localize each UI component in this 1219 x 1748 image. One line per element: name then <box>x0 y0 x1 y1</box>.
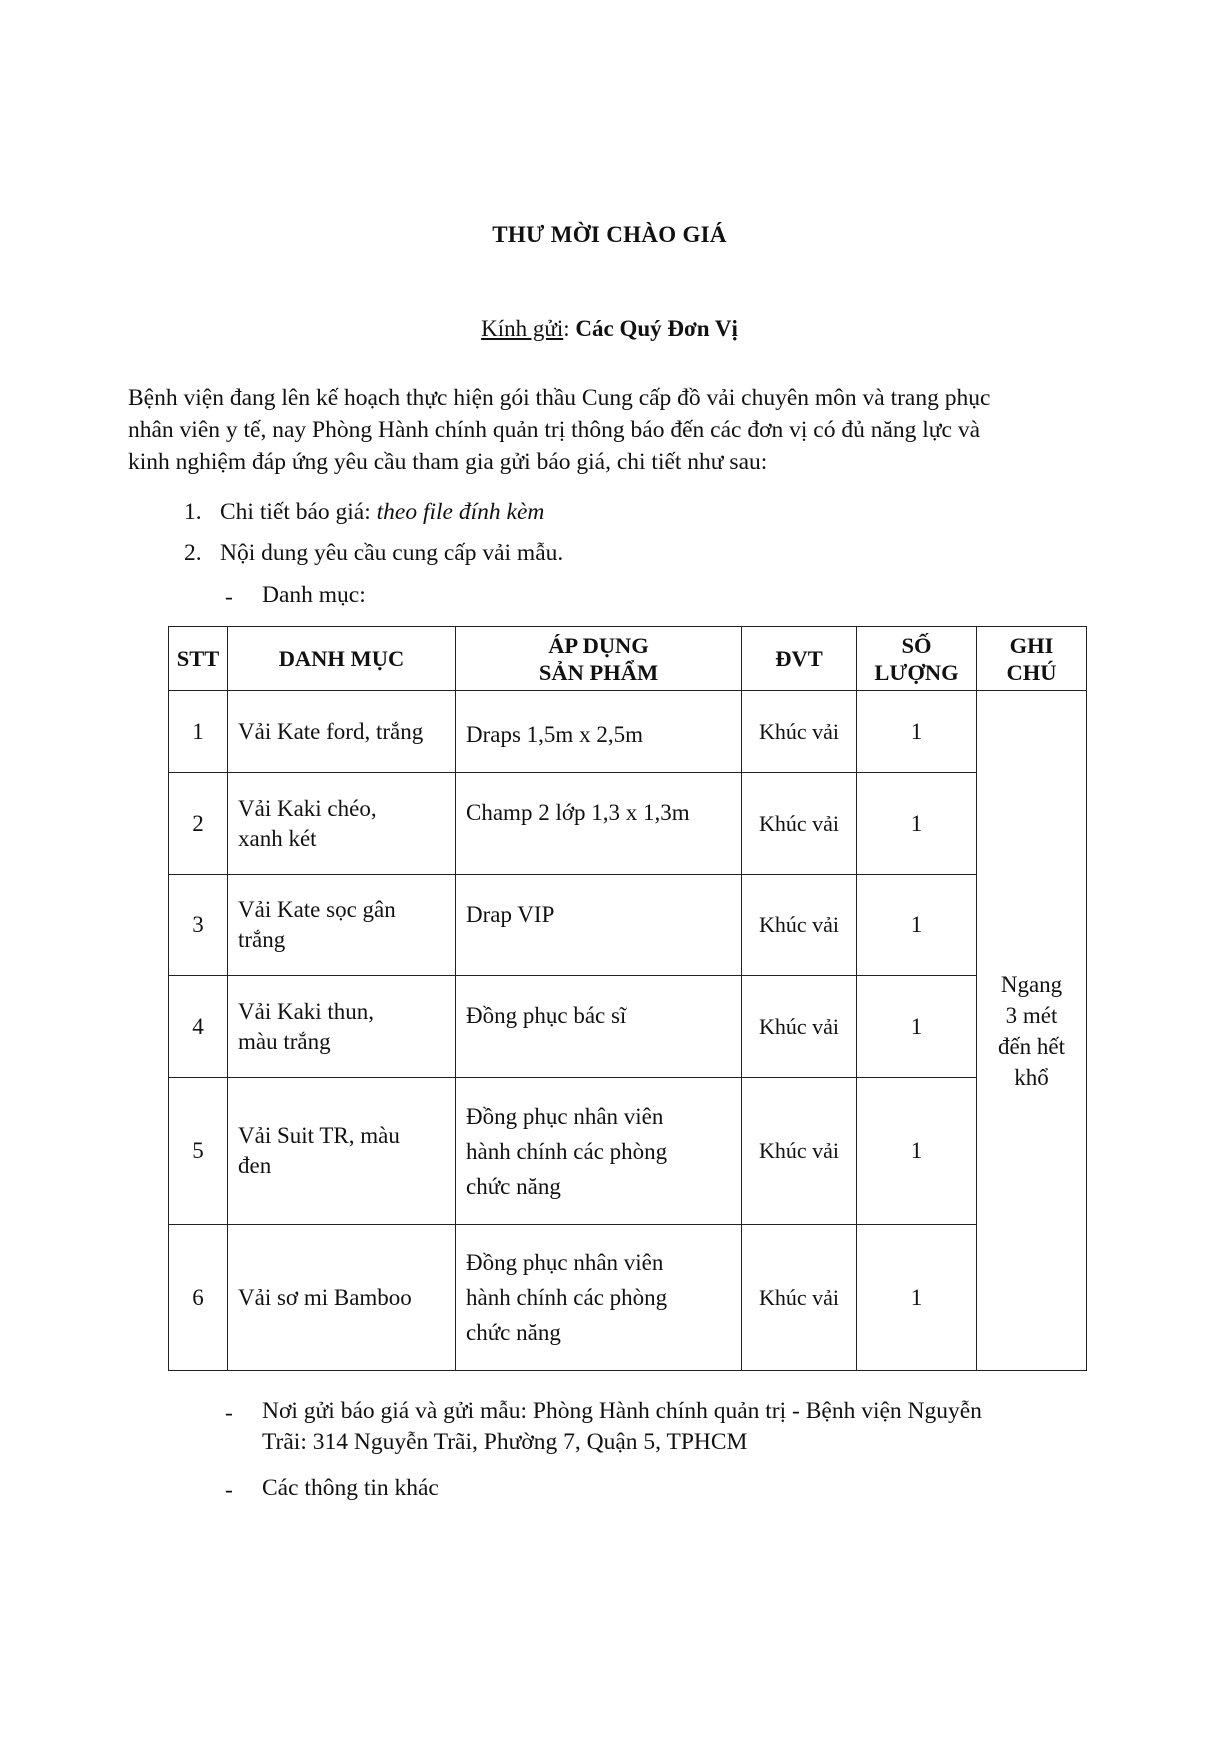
table-row <box>169 1078 1087 1225</box>
list-item-number: 2. <box>184 540 202 566</box>
row-stt: 1 <box>169 691 228 773</box>
list-item-label: Chi tiết báo giá: <box>220 499 377 525</box>
table-row <box>169 773 1087 875</box>
list-item-2 <box>184 540 563 567</box>
send-info-line: Nơi gửi báo giá và gửi mẫu: Phòng Hành chính quản trị - Bệnh viện Nguyễn <box>262 1398 982 1424</box>
row-stt: 3 <box>169 875 228 976</box>
header-stt: STT <box>169 627 228 691</box>
row-category: Vải sơ mi Bamboo <box>228 1225 456 1371</box>
send-info-line: Trãi: 314 Nguyễn Trãi, Phường 7, Quận 5, TPHCM <box>262 1429 748 1455</box>
table-row <box>169 1225 1087 1371</box>
catalog-table <box>168 626 1087 1371</box>
catalog-label: Danh mục: <box>262 582 366 608</box>
header-apply: ÁP DỤNG SẢN PHẨM <box>456 627 742 691</box>
greeting-label: Kính gửi <box>481 316 564 341</box>
other-info-text: Các thông tin khác <box>262 1475 439 1501</box>
row-category: Vải Suit TR, màu đen <box>228 1078 456 1225</box>
intro-paragraph <box>128 382 1108 478</box>
row-category: Vải Kaki chéo, xanh két <box>228 773 456 875</box>
table-row <box>169 976 1087 1078</box>
row-quantity: 1 <box>857 1225 977 1371</box>
row-unit: Khúc vải <box>742 1078 857 1225</box>
row-quantity: 1 <box>857 1078 977 1225</box>
greeting-recipient: Các Quý Đơn Vị <box>575 316 738 341</box>
header-note: GHI CHÚ <box>977 627 1087 691</box>
list-item-1 <box>184 499 544 526</box>
table-row <box>169 691 1087 773</box>
row-unit: Khúc vải <box>742 1225 857 1371</box>
table-header-row <box>169 627 1087 691</box>
row-product: Đồng phục nhân viên hành chính các phòng chức năng <box>456 1225 742 1371</box>
dash-marker: - <box>225 584 233 610</box>
row-product: Champ 2 lớp 1,3 x 1,3m <box>456 773 742 875</box>
table-row <box>169 875 1087 976</box>
list-item-emphasis: theo file đính kèm <box>376 499 545 525</box>
row-unit: Khúc vải <box>742 976 857 1078</box>
row-category: Vải Kate sọc gân trắng <box>228 875 456 976</box>
list-item-number: 1. <box>184 499 202 525</box>
intro-line: nhân viên y tế, nay Phòng Hành chính quản trị thông báo đến các đơn vị có đủ năng lực và <box>128 417 981 443</box>
row-quantity: 1 <box>857 976 977 1078</box>
row-product: Đồng phục nhân viên hành chính các phòng chức năng <box>456 1078 742 1225</box>
row-category: Vải Kaki thun, màu trắng <box>228 976 456 1078</box>
row-quantity: 1 <box>857 875 977 976</box>
dash-marker: - <box>225 1400 233 1426</box>
row-stt: 6 <box>169 1225 228 1371</box>
header-quantity: SỐ LƯỢNG <box>857 627 977 691</box>
row-unit: Khúc vải <box>742 773 857 875</box>
row-unit: Khúc vải <box>742 691 857 773</box>
row-unit: Khúc vải <box>742 875 857 976</box>
row-product: Đồng phục bác sĩ <box>456 976 742 1078</box>
row-stt: 2 <box>169 773 228 875</box>
row-product: Draps 1,5m x 2,5m <box>456 691 742 773</box>
row-note: Ngang 3 mét đến hết khổ <box>977 691 1087 1371</box>
send-info-text <box>262 1396 982 1458</box>
row-quantity: 1 <box>857 773 977 875</box>
row-stt: 5 <box>169 1078 228 1225</box>
row-category: Vải Kate ford, trắng <box>228 691 456 773</box>
document-title: THƯ MỜI CHÀO GIÁ <box>492 222 727 247</box>
row-quantity: 1 <box>857 691 977 773</box>
intro-line: Bệnh viện đang lên kế hoạch thực hiện gói thầu Cung cấp đồ vải chuyên môn và trang phục <box>128 385 991 411</box>
header-category: DANH MỤC <box>228 627 456 691</box>
row-stt: 4 <box>169 976 228 1078</box>
intro-line: kinh nghiệm đáp ứng yêu cầu tham gia gửi báo giá, chi tiết như sau: <box>128 449 768 475</box>
greeting-line: Kính gửi: Các Quý Đơn Vị <box>481 316 738 341</box>
row-product: Drap VIP <box>456 875 742 976</box>
list-item-label: Nội dung yêu cầu cung cấp vải mẫu. <box>220 540 564 566</box>
dash-marker: - <box>225 1477 233 1503</box>
header-unit: ĐVT <box>742 627 857 691</box>
